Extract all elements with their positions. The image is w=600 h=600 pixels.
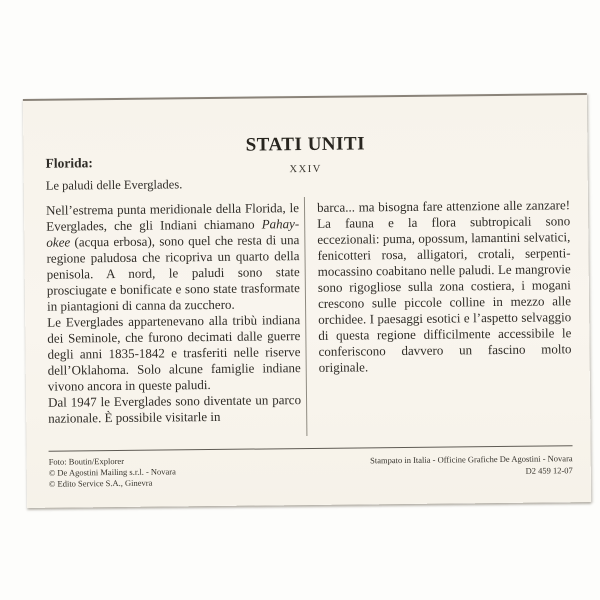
paragraph-seminole: Le Everglades appartenevano alla tribù indiana dei Seminole, che furono decimati dalle guerre degli anni 1835-1842 e trasferiti nelle riserve dell’Oklahoma. Solo alcune famiglie indiane vivono ancora in queste paludi. [47, 312, 301, 394]
left-column [46, 200, 301, 427]
paragraph-text: Nell’estrema punta meridionale della Florida, le Everglades, che gli Indiani chiamano [45, 200, 300, 234]
credit-line-photo: Foto: Boutin/Explorer [48, 455, 125, 467]
right-column [317, 197, 572, 376]
column-divider [304, 197, 308, 436]
card-subtitle: Le paludi delle Everglades. [45, 177, 183, 193]
print-info [370, 453, 573, 478]
paragraph-everglades-intro [46, 200, 300, 315]
region-label: Florida: [45, 155, 93, 171]
paragraph-fauna-flora: barca... ma bisogna fare attenzione alle zanzare! La fauna e la flora subtropicali sono eccezionali: puma, opossum, lamantini selvatici, fenicotteri rosa, alligatori, crotali, serpenti-mocassino coabitano nelle paludi. Le mangrovie sono rigogliose sulla zona costiera, i mogani crescono sulle piccole colline in mezzo alle orchidee. I paesaggi esotici e l’aspetto selvaggio di questa regione difficilmente accessibile le conferiscono davvero un fascino molto originale. [316, 197, 572, 375]
print-code: D2 459 12-07 [525, 464, 573, 476]
paragraph-parco-nazionale: Dal 1947 le Everglades sono diventate un parco nazionale. È possibile visitarle in [47, 392, 302, 426]
italic-term: Pahay-okee [46, 216, 300, 250]
card-numeral: XXIV [289, 163, 322, 176]
card-title: STATI UNITI [245, 133, 366, 156]
credit-line-copyright-2: © Edito Service S.A., Ginevra [48, 477, 153, 489]
paragraph-text: (acqua erbosa), sono quel che resta di una regione paludosa che ricopriva un quarto della penisola. A nord, le paludi sono state prosciugate e bonificate e sono state trasformate in piantagioni di canna da zucchero. [46, 232, 300, 314]
printed-in-line: Stampato in Italia - Officine Grafiche De Agostini - Novara [370, 453, 573, 466]
footer-rule [49, 445, 573, 451]
postcard-back [23, 93, 591, 508]
photo-credits [49, 455, 176, 489]
credit-line-copyright-1: © De Agostini Mailing s.r.l. - Novara [48, 466, 176, 478]
